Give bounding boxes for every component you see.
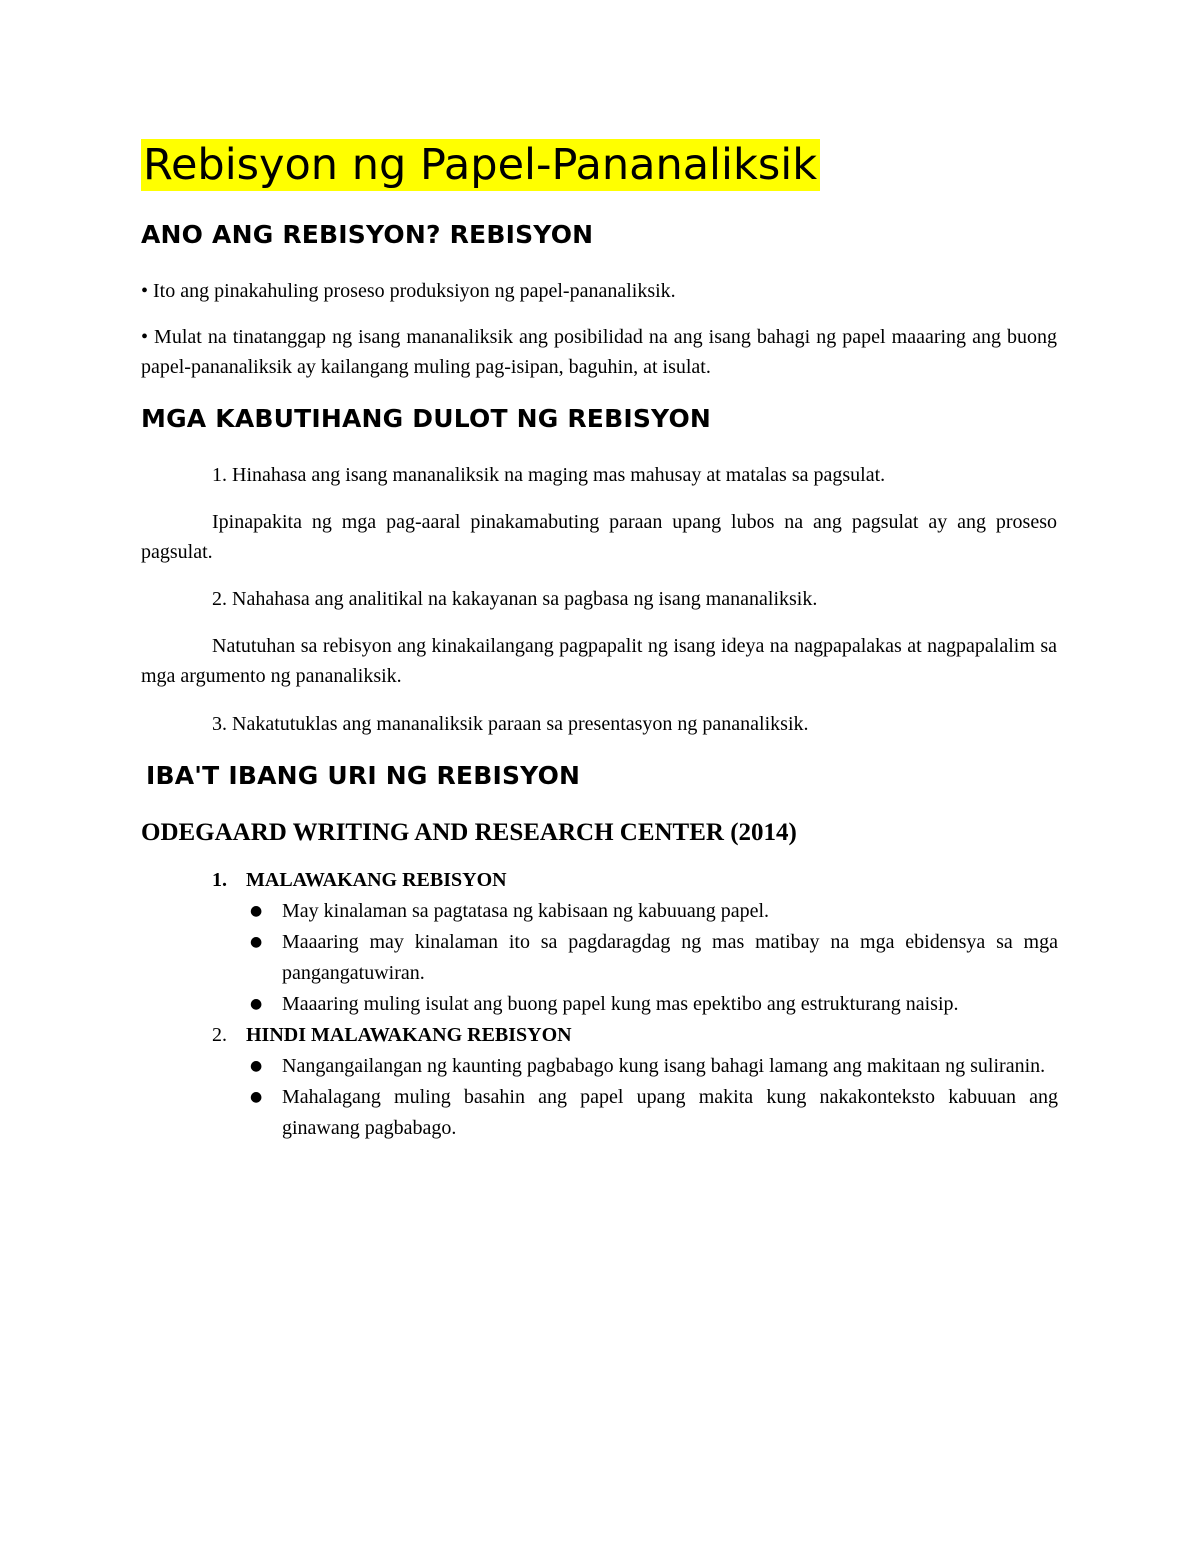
revision-type-label: HINDI MALAWAKANG REBISYON — [246, 1024, 572, 1046]
revision-type-bullets — [212, 1051, 1058, 1144]
source-heading: ODEGAARD WRITING AND RESEARCH CENTER (2014) — [141, 819, 797, 846]
bullet-icon: ● — [250, 934, 263, 950]
revision-type-label: MALAWAKANG REBISYON — [246, 869, 507, 891]
list-item-text: Maaaring may kinalaman ito sa pagdaragdag ng mas matibay na mga ebidensya sa mga pangangatuwiran. — [282, 931, 1058, 984]
bullet-icon: ● — [250, 1058, 263, 1074]
list-item — [250, 989, 1058, 1020]
bullet-icon: ● — [250, 1089, 263, 1105]
list-item-text: Mahalagang muling basahin ang papel upang makita kung nakakonteksto kabuuan ang ginawang pagbabago. — [282, 1086, 1058, 1139]
list-item-text: May kinalaman sa pagtatasa ng kabisaan ng kabuuang papel. — [282, 900, 770, 922]
revision-type-item — [212, 865, 1058, 1020]
list-number: 1. — [212, 869, 227, 891]
section-heading-kabutihang-dulot: MGA KABUTIHANG DULOT NG REBISYON — [141, 404, 712, 433]
list-number: 2. — [212, 1024, 227, 1046]
revision-type-item — [212, 1020, 1058, 1144]
list-item-text: Maaaring muling isulat ang buong papel kung mas epektibo ang estrukturang naisip. — [282, 993, 959, 1015]
numbered-point: 3. Nakatutuklas ang mananaliksik paraan sa presentasyon ng pananaliksik. — [212, 713, 809, 735]
revision-type-bullets — [212, 896, 1058, 1020]
detail-paragraph: Ipinapakita ng mga pag-aaral pinakamabuting paraan upang lubos na ang pagsulat ay ang proseso pagsulat. — [141, 511, 1057, 563]
list-item — [250, 1051, 1058, 1082]
detail-paragraph: Natutuhan sa rebisyon ang kinakailangang pagpapalit ng isang ideya na nagpapalakas at nagpapalalim sa mga argumento ng pananaliksik. — [141, 635, 1057, 687]
bullet-paragraph: • Ito ang pinakahuling proseso produksiyon ng papel-pananaliksik. — [141, 280, 676, 302]
bullet-paragraph: • Mulat na tinatanggap ng isang mananaliksik ang posibilidad na ang isang bahagi ng papel maaaring ang buong papel-pananaliksik ay kailangang muling pag-isipan, baguhin, at isulat. — [141, 326, 1057, 378]
revision-types-list — [212, 865, 1058, 1144]
numbered-point: 2. Nahahasa ang analitikal na kakayanan sa pagbasa ng isang mananaliksik. — [212, 588, 818, 610]
section-heading-ano-ang-rebisyon: ANO ANG REBISYON? REBISYON — [141, 220, 594, 249]
list-item — [250, 1082, 1058, 1144]
bullet-icon: ● — [250, 996, 263, 1012]
list-item-text: Nangangailangan ng kaunting pagbabago kung isang bahagi lamang ang makitaan ng suliranin. — [282, 1055, 1046, 1077]
document-title: Rebisyon ng Papel-Pananaliksik — [141, 139, 820, 191]
bullet-icon: ● — [250, 903, 263, 919]
numbered-point: 1. Hinahasa ang isang mananaliksik na maging mas mahusay at matalas sa pagsulat. — [212, 464, 886, 486]
list-item — [250, 896, 1058, 927]
list-item — [250, 927, 1058, 989]
section-heading-ibat-ibang-uri: IBA'T IBANG URI NG REBISYON — [146, 761, 581, 790]
